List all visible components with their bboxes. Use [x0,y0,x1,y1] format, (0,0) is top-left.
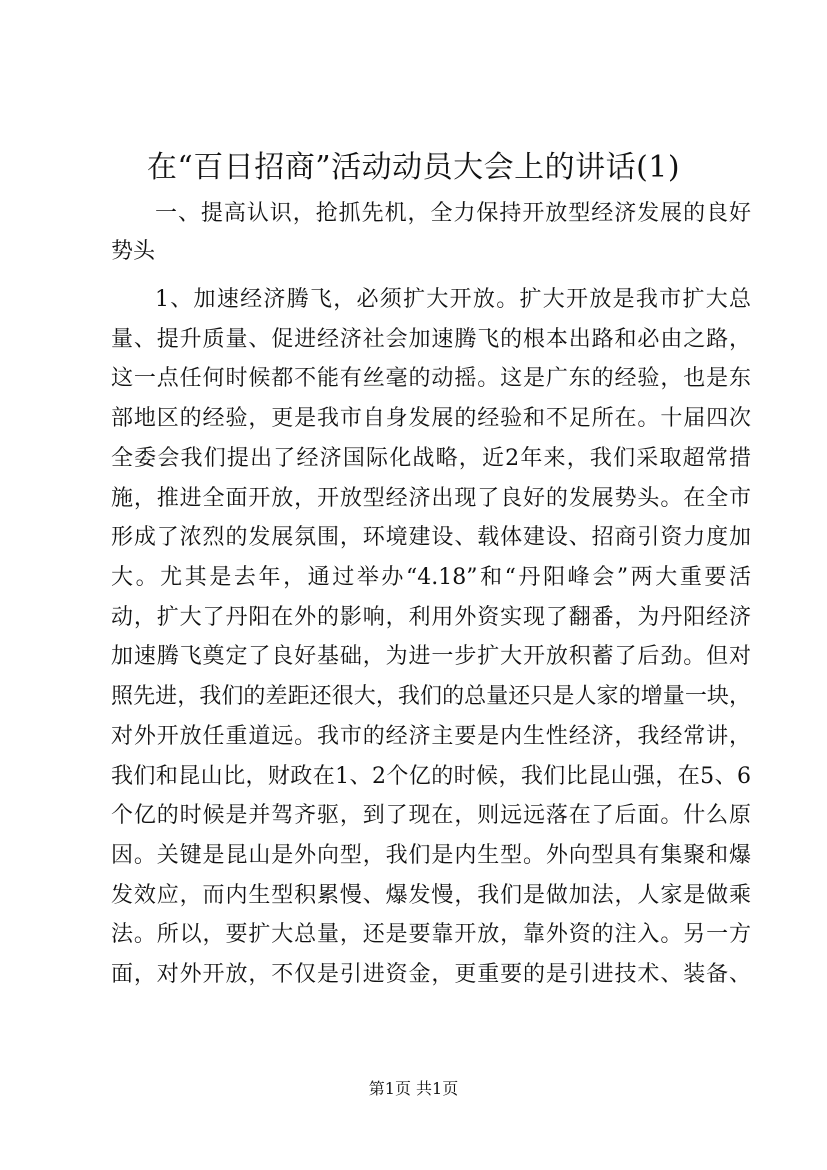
paragraph-line: 发效应，而内生型积累慢、爆发慢，我们是做加法，人家是做乘 [111,883,751,908]
document-title: 在“百日招商”活动动员大会上的讲话(1) [146,150,681,185]
page-number-footer: 第1页 共1页 [368,1079,459,1098]
paragraph-line: 施，推进全面开放，开放型经济出现了良好的发展势头。在全市 [111,486,751,511]
paragraph-line: 个亿的时候是并驾齐驱，到了现在，则远远落在了后面。什么原 [111,803,751,828]
section-heading-line-2: 势头 [111,239,156,264]
paragraph-line: 1、加速经济腾飞，必须扩大开放。扩大开放是我市扩大总 [155,287,751,312]
paragraph-line: 量、提升质量、促进经济社会加速腾飞的根本出路和必由之路， [111,327,751,352]
section-heading-line-1: 一、提高认识，抢抓先机，全力保持开放型经济发展的良好 [155,201,751,226]
paragraph-line: 全委会我们提出了经济国际化战略，近2年来，我们采取超常措 [111,446,751,471]
paragraph-line: 加速腾飞奠定了良好基础，为进一步扩大开放积蓄了后劲。但对 [111,644,751,669]
paragraph-line: 因。关键是昆山是外向型，我们是内生型。外向型具有集聚和爆 [111,843,751,868]
paragraph-line: 这一点任何时候都不能有丝毫的动摇。这是广东的经验，也是东 [111,366,751,391]
paragraph-line: 对外开放任重道远。我市的经济主要是内生性经济，我经常讲， [111,724,751,749]
paragraph-line: 大。尤其是去年，通过举办“4.18”和“丹阳峰会”两大重要活 [111,565,751,590]
paragraph-line: 部地区的经验，更是我市自身发展的经验和不足所在。十届四次 [111,406,751,431]
paragraph-line: 照先进，我们的差距还很大，我们的总量还只是人家的增量一块， [111,684,751,709]
paragraph-line: 形成了浓烈的发展氛围，环境建设、载体建设、招商引资力度加 [111,525,751,550]
paragraph-line: 面，对外开放，不仅是引进资金，更重要的是引进技术、装备、 [111,962,751,987]
paragraph-line: 法。所以，要扩大总量，还是要靠开放，靠外资的注入。另一方 [111,922,751,947]
paragraph-line: 动，扩大了丹阳在外的影响，利用外资实现了翻番，为丹阳经济 [111,605,751,630]
paragraph-line: 我们和昆山比，财政在1、2个亿的时候，我们比昆山强，在5、6 [111,764,751,789]
